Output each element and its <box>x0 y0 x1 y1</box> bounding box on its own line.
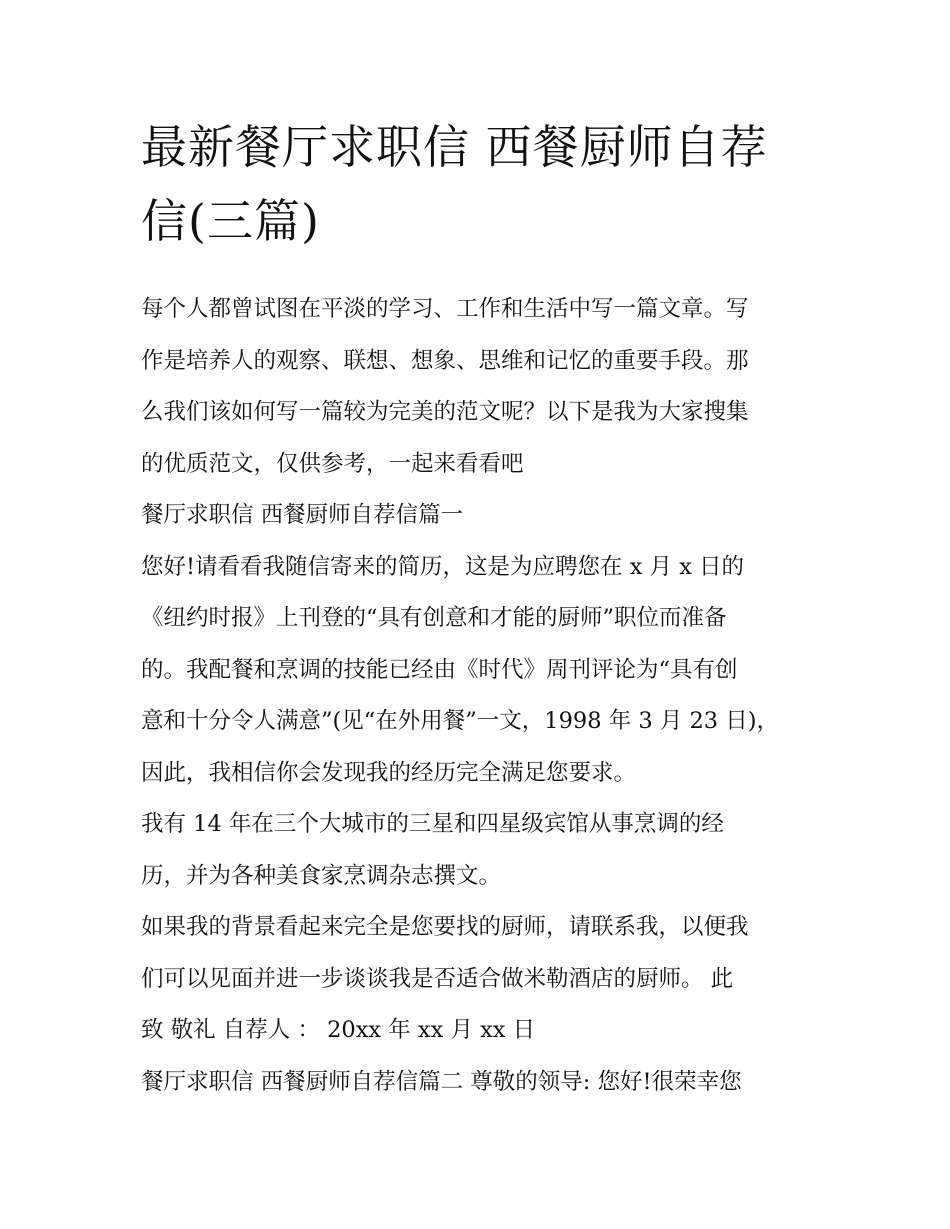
document-title <box>141 110 813 258</box>
paragraph-letter-1-experience <box>141 799 813 902</box>
text-line: 我有 14 年在三个大城市的三星和四星级宾馆从事烹调的经 <box>141 811 724 837</box>
paragraph-letter-1-intro <box>141 542 813 800</box>
text-line: 餐厅求职信 西餐厨师自荐信篇一 <box>141 502 464 528</box>
text-line: 《纽约时报》上刊登的“具有创意和才能的厨师”职位而准备 <box>141 605 727 631</box>
text-line: 每个人都曾试图在平淡的学习、工作和生活中写一篇文章。写 <box>141 296 749 322</box>
title-line: 信(三篇) <box>141 194 320 248</box>
section-heading-2 <box>141 1057 813 1109</box>
document-content <box>141 110 813 1108</box>
text-line: 们可以见面并进一步谈谈我是否适合做米勒酒店的厨师。 此 <box>141 965 734 992</box>
text-line: 餐厅求职信 西餐厨师自荐信篇二 尊敬的领导: 您好!很荣幸您 <box>141 1068 742 1095</box>
text-line: 历，并为各种美食家烹调杂志撰文。 <box>141 862 502 889</box>
section-heading-1 <box>141 490 813 542</box>
text-line: 您好!请看看我随信寄来的简历，这是为应聘您在 x 月 x 日的 <box>141 553 745 580</box>
text-line: 么我们该如何写一篇较为完美的范文呢？以下是我为大家搜集 <box>141 399 749 425</box>
title-line: 最新餐厅求职信 西餐厨师自荐 <box>141 120 768 174</box>
text-line: 因此，我相信你会发现我的经历完全满足您要求。 <box>141 759 637 786</box>
text-line: 的。我配餐和烹调的技能已经由《时代》周刊评论为“具有创 <box>141 656 738 683</box>
document-body <box>141 284 813 1108</box>
text-line: 如果我的背景看起来完全是您要找的厨师，请联系我，以便我 <box>141 914 749 940</box>
text-line: 的优质范文，仅供参考，一起来看看吧 <box>141 450 524 477</box>
text-line: 作是培养人的观察、联想、想象、思维和记忆的重要手段。那 <box>141 347 749 374</box>
paragraph-intro <box>141 284 813 490</box>
paragraph-letter-1-closing <box>141 902 813 1057</box>
text-line: 意和十分令人满意”(见“在外用餐”一文，1998 年 3 月 23 日)， <box>141 708 780 734</box>
text-line: 致 敬礼 自荐人 ： 20xx 年 xx 月 xx 日 <box>141 1017 536 1043</box>
